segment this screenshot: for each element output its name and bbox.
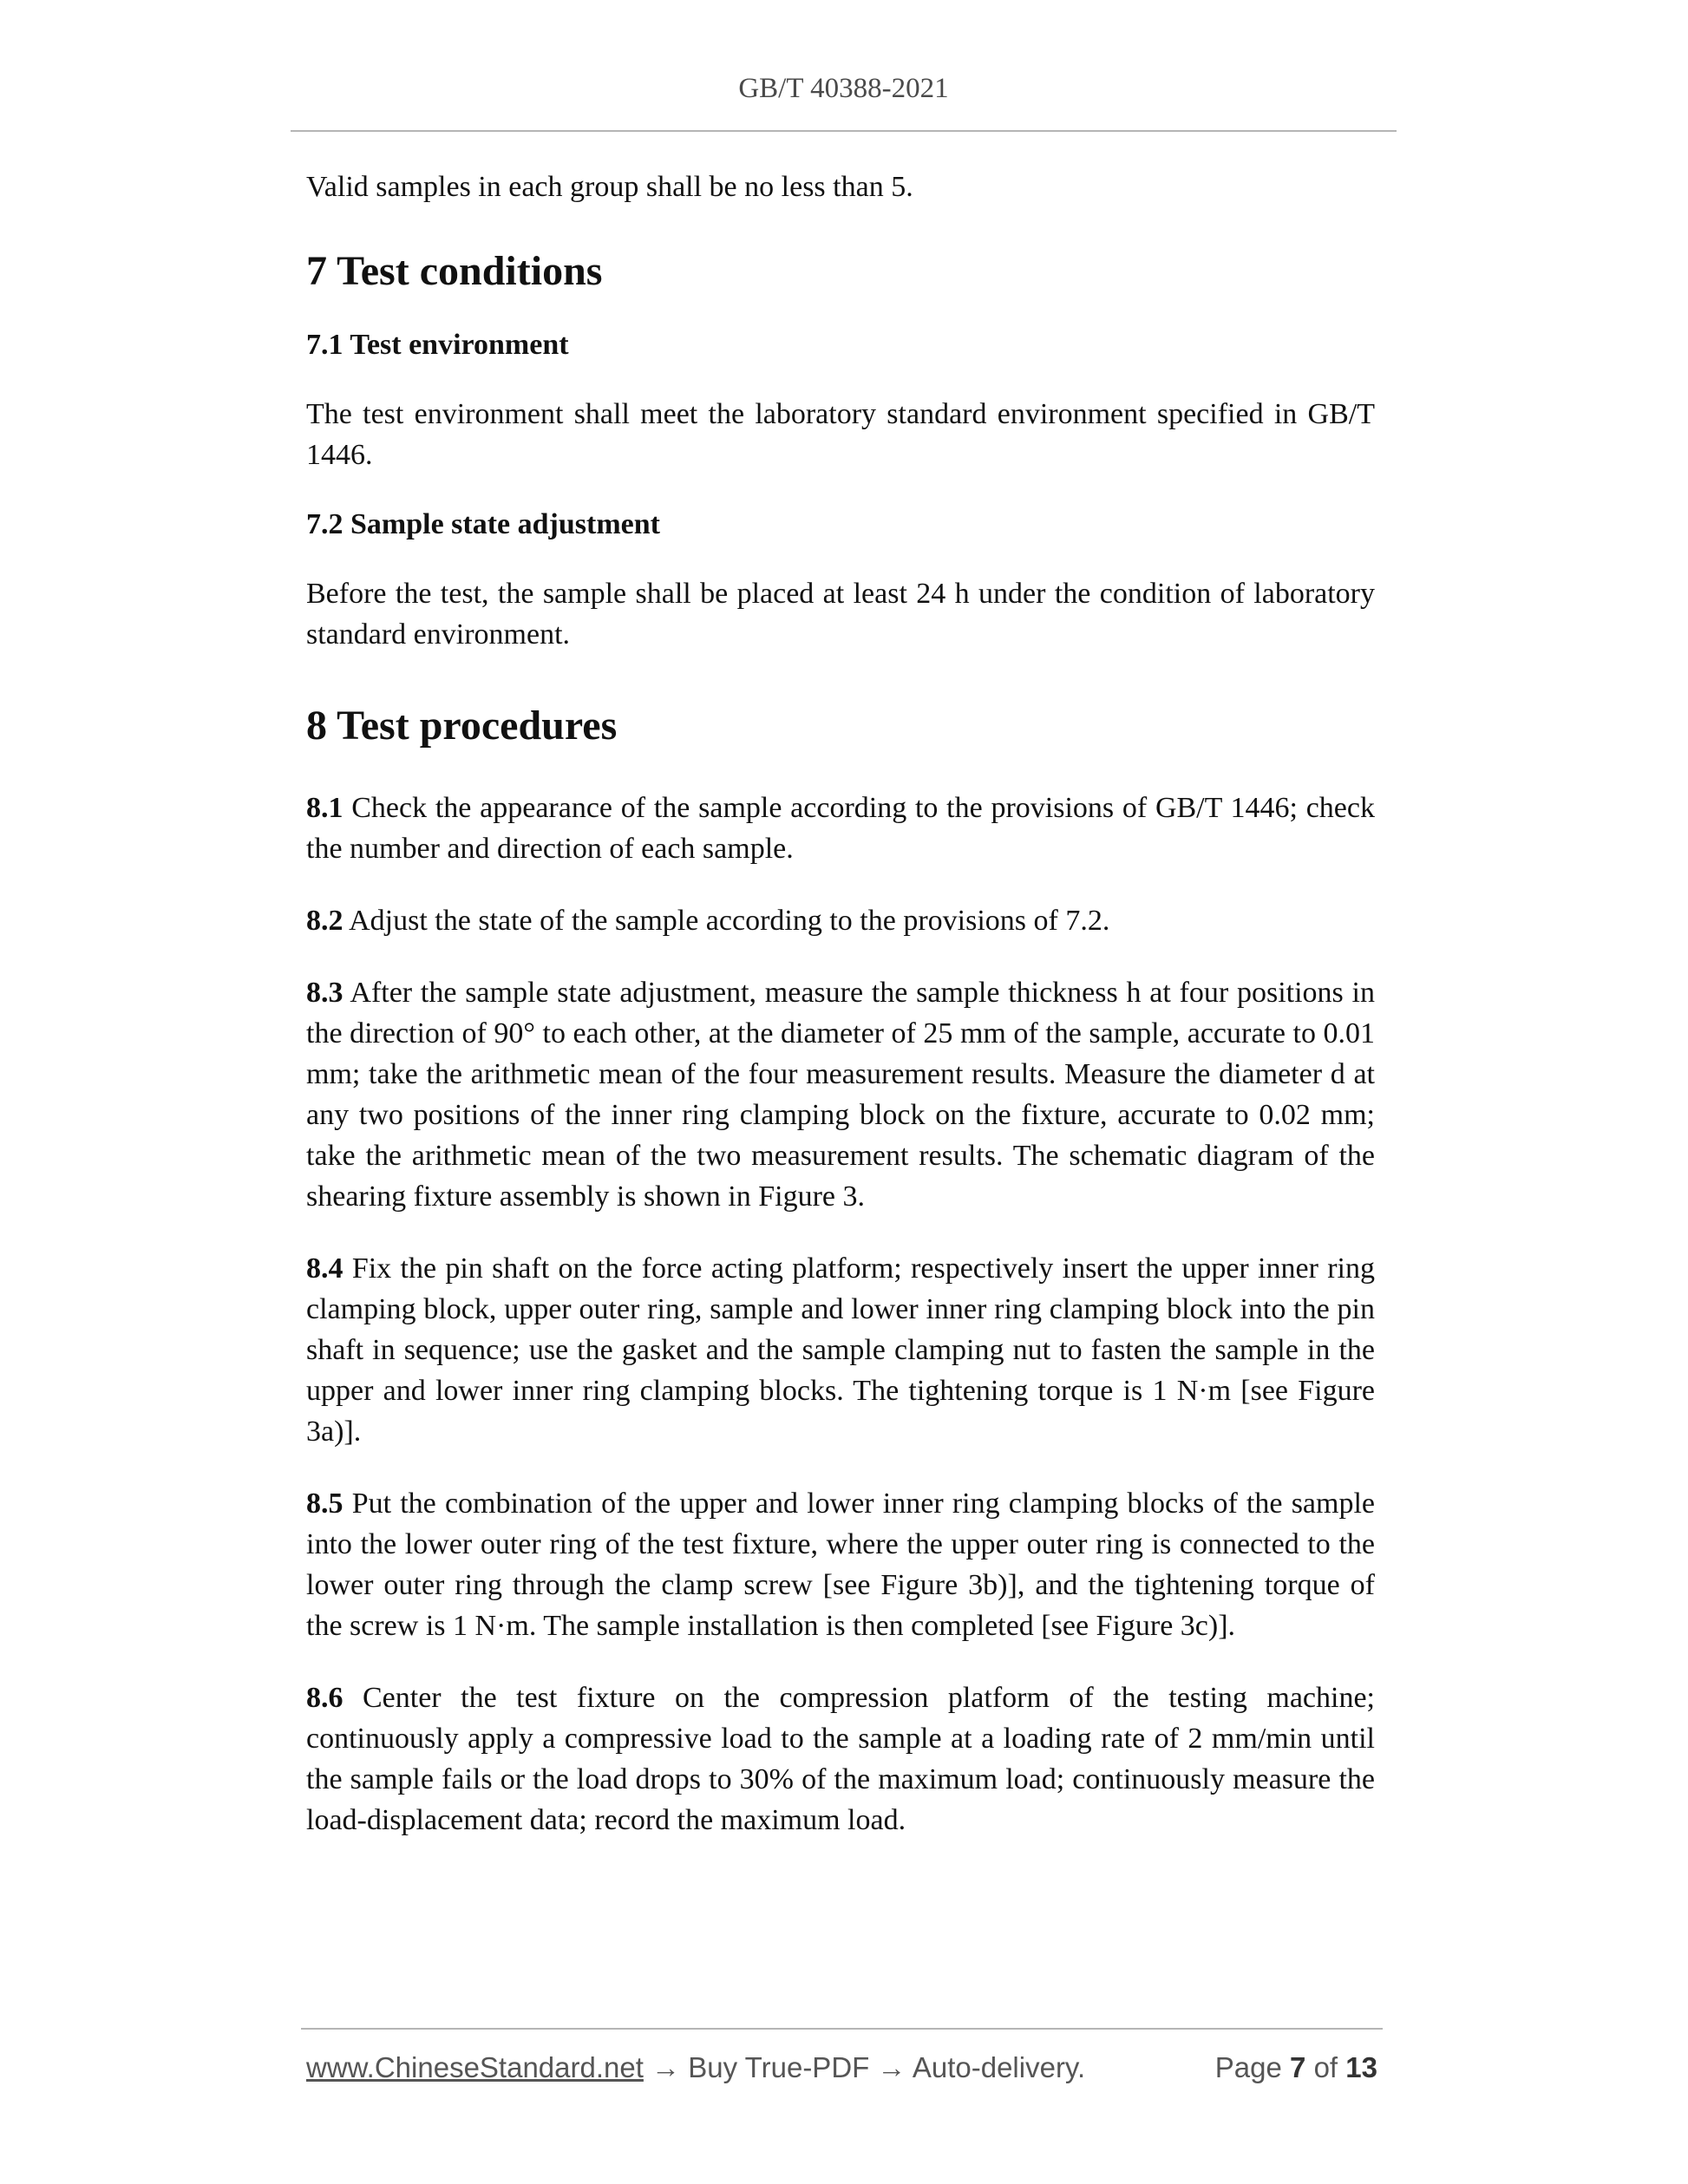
auto-delivery-text: Auto-delivery. bbox=[912, 2051, 1086, 2083]
page-label: Page bbox=[1214, 2051, 1282, 2083]
clause-text: Fix the pin shaft on the force acting platform; respectively insert the upper inner ring clamping block, upper outer ring, sample and lower inner ring clamping block into the pin shaft in sequence; use the gasket and the sample clamping nut to fasten the sample in the upper and lower inner ring clamping blocks. The tightening torque is 1 N·m [see Figure 3a)]. bbox=[306, 1252, 1376, 1448]
footer-divider bbox=[301, 2028, 1383, 2030]
clause-number: 8.3 bbox=[306, 977, 343, 1009]
clause-8-5 bbox=[306, 1483, 1375, 1646]
clause-number: 8.6 bbox=[306, 1682, 343, 1714]
arrow-right-icon: → bbox=[651, 2051, 681, 2083]
clause-number: 8.1 bbox=[306, 792, 343, 824]
page-number bbox=[1215, 2049, 1377, 2087]
page-content bbox=[306, 167, 1375, 1841]
clause-text: Center the test fixture on the compression platform of the testing machine; continuously apply a compressive load to the sample at a loading rate of 2 mm/min until the sample fails or the load drops to 30% of the maximum load; continuously measure the load-displacement data; record the maximum load. bbox=[306, 1682, 1375, 1836]
section-7-2-text: Before the test, the sample shall be placed at least 24 h under the condition of laboratory standard environment. bbox=[306, 578, 1375, 651]
section-7-title: 7 Test conditions bbox=[306, 248, 603, 294]
page-of: of bbox=[1313, 2051, 1338, 2083]
clause-text: Put the combination of the upper and lower inner ring clamping blocks of the sample into the lower outer ring of the test fixture, where the upper outer ring is connected to the lower outer ring through the clamp screw [see Figure 3b)], and the tightening torque of the screw is 1 N·m. The sample installation is then completed [see Figure 3c)]. bbox=[306, 1488, 1376, 1642]
website-link[interactable]: www.ChineseStandard.net bbox=[306, 2051, 644, 2083]
standard-id: GB/T 40388-2021 bbox=[738, 73, 949, 104]
clause-8-4 bbox=[306, 1248, 1375, 1452]
document-header bbox=[291, 73, 1397, 105]
buy-pdf-text: Buy True-PDF bbox=[688, 2051, 870, 2083]
clause-number: 8.4 bbox=[306, 1252, 343, 1285]
clause-number: 8.5 bbox=[306, 1488, 343, 1520]
section-7-2-title: 7.2 Sample state adjustment bbox=[306, 508, 660, 540]
footer-promo bbox=[306, 2049, 1085, 2087]
clause-8-2 bbox=[306, 900, 1375, 941]
section-7-1-text: The test environment shall meet the laboratory standard environment specified in GB/T 1446. bbox=[306, 398, 1375, 471]
clause-8-3 bbox=[306, 972, 1375, 1217]
intro-paragraph: Valid samples in each group shall be no less than 5. bbox=[306, 171, 913, 203]
clause-text: Check the appearance of the sample according to the provisions of GB/T 1446; check the number and direction of each sample. bbox=[306, 792, 1375, 865]
header-divider bbox=[291, 130, 1397, 132]
clause-8-6 bbox=[306, 1677, 1375, 1841]
page-current: 7 bbox=[1290, 2051, 1306, 2083]
clause-text: Adjust the state of the sample according to the provisions of 7.2. bbox=[349, 905, 1110, 937]
section-8-title: 8 Test procedures bbox=[306, 703, 618, 749]
clause-text: After the sample state adjustment, measure the sample thickness h at four positions in the direction of 90° to each other, at the diameter of 25 mm of the sample, accurate to 0.01 mm; take the arithmetic mean of the four measurement results. Measure the diameter d at any two positions of the inner ring clamping block on the fixture, accurate to 0.02 mm; take the arithmetic mean of the two measurement results. The schematic diagram of the shearing fixture assembly is shown in Figure 3. bbox=[306, 977, 1375, 1213]
page-total: 13 bbox=[1345, 2051, 1377, 2083]
clause-8-1 bbox=[306, 788, 1375, 869]
clause-number: 8.2 bbox=[306, 905, 343, 937]
section-7-1-title: 7.1 Test environment bbox=[306, 329, 569, 361]
arrow-right-icon: → bbox=[877, 2051, 906, 2083]
